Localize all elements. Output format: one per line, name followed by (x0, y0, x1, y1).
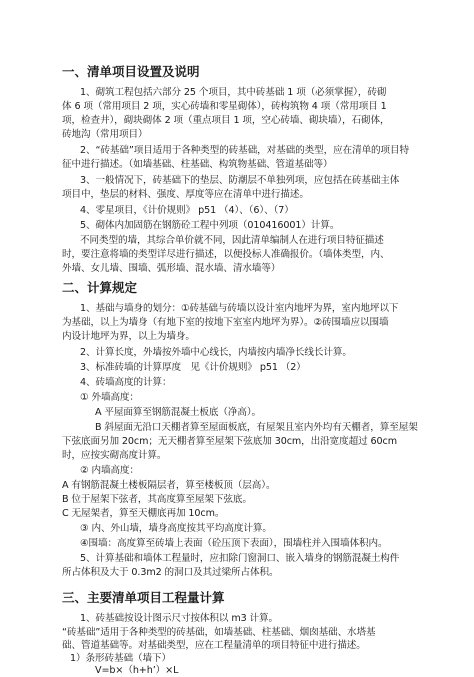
section1-line: 砖地沟（常用项目） (62, 129, 148, 140)
section2-line: C 无屋架者，算至天棚底再加 10cm。 (62, 508, 225, 519)
section1-line: 项，检查井），砌块砌体 2 项（重点项目 1 项，空心砖墙、砌块墙），石砌体， (62, 115, 390, 126)
section2-line: ① 外墙高度： (80, 392, 139, 403)
section2-line: 下弦底面另加 20cm；无天棚者算至屋架下弦底加 30cm，出沿宽度超过 60cm (62, 436, 397, 447)
section2-line: 时，应按实砌高度计算。 (62, 450, 167, 461)
section2-line: 5、计算基础和墙体工程量时，应扣除门窗洞口、嵌入墙身的钢筋混凝土构件 (80, 553, 400, 564)
section2-line: 1、基础与墙身的划分：①砖基础与砖墙以设计室内地坪为界，室内地坪以下 (80, 303, 399, 314)
section3-line: 1、砖基础按设计图示尺寸按体积以 m3 计算。 (80, 613, 279, 624)
section2-title: 二、计算规定 (62, 280, 138, 295)
section3-line: “砖基础”适用于各种类型的砖基础，如墙基础、柱基础、烟囱基础、水塔基 (62, 627, 376, 638)
section1-line: 1、砌筑工程包括六部分 25 个项目，其中砖基础 1 项（必须掌握），砖砌 (80, 87, 387, 98)
section2-line: 4、砖墙高度的计算： (80, 377, 172, 388)
section2-line: B 位于屋架下弦者，其高度算至屋架下弦底。 (62, 494, 252, 505)
section3-line: 1）条形砖基础（墙下） (70, 653, 171, 664)
section1-line: 征中进行描述。（如墙基础、柱基础、构筑物基础、管道基础等） (62, 159, 333, 170)
section1-line: 不同类型的墙，其综合单价就不同，因此清单编制人在进行项目特征描述 (80, 235, 384, 246)
section2-line: A 有钢筋混凝土楼板隔层者，算至楼板顶（层高）。 (62, 480, 276, 491)
section2-line: ④围墙：高度算至砖墙上表面（砼压顶下表面），围墙柱并入围墙体积内。 (80, 538, 388, 549)
section1-line: 4、零星项目，《计价规则》 p51 （4）、（6）、（7） (80, 205, 294, 216)
section2-line: 为基础，以上为墙身（有地下室的按地下室室内地坪为界）。②砖围墙应以围墙 (62, 317, 389, 328)
section3-line: 础、管道基础等。对基础类型，应在工程量清单的项目特征中进行描述。 (62, 640, 366, 651)
section1-line: 3、一般情况下，砖基础下的垫层、防潮层不单独列项，应包括在砖基础主体 (80, 175, 400, 186)
section3-line: V=b×（h+h’）×L (95, 665, 179, 676)
section1-title: 一、清单项目设置及说明 (62, 64, 200, 79)
section2-line: A 平屋面算至钢筋混凝土板底（净高）。 (95, 407, 262, 418)
section2-line: 2、计算长度，外墙按外墙中心线长，内墙按内墙净长线长计算。 (80, 347, 352, 358)
section1-line: 时，要注意将墙的类型详尽进行描述，以便投标人准确报价。（墙体类型，内、 (62, 249, 390, 260)
section1-line: 项目中，垫层的材料、强度、厚度等应在清单中进行描述。 (62, 189, 309, 200)
section2-line: ③ 内、外山墙，墙身高度按其平均高度计算。 (80, 523, 272, 534)
section1-line: 5、砌体内加固筋在钢筋砼工程中列项（010416001）计算。 (80, 220, 340, 231)
section1-line: 外墙、女儿墙、围墙、弧形墙、混水墙、清水墙等） (62, 263, 281, 274)
section1-line: 体 6 项（常用项目 2 项，实心砖墙和零星砌体），砖构筑物 4 项（常用项目 1 (62, 101, 387, 112)
section2-line: B 斜屋面无沿口天棚者算至屋面板底，有屋架且室内外均有天棚者，算至屋架 (95, 422, 418, 433)
section3-title: 三、主要清单项目工程量计算 (62, 590, 225, 605)
section2-line: 3、标准砖墙的计算厚度 见《计价规则》 p51 （2） (80, 362, 306, 373)
section2-line: ② 内墙高度： (80, 465, 139, 476)
section1-line: 2、“砖基础”项目适用于各种类型的砖基础，对基础的类型，应在清单的项目特 (80, 145, 410, 156)
section2-line: 内设计地坪为界，以上为墙身。 (62, 331, 195, 342)
section2-line: 所占体积及大于 0.3m2 的洞口及其过梁所占体积。 (62, 567, 279, 578)
